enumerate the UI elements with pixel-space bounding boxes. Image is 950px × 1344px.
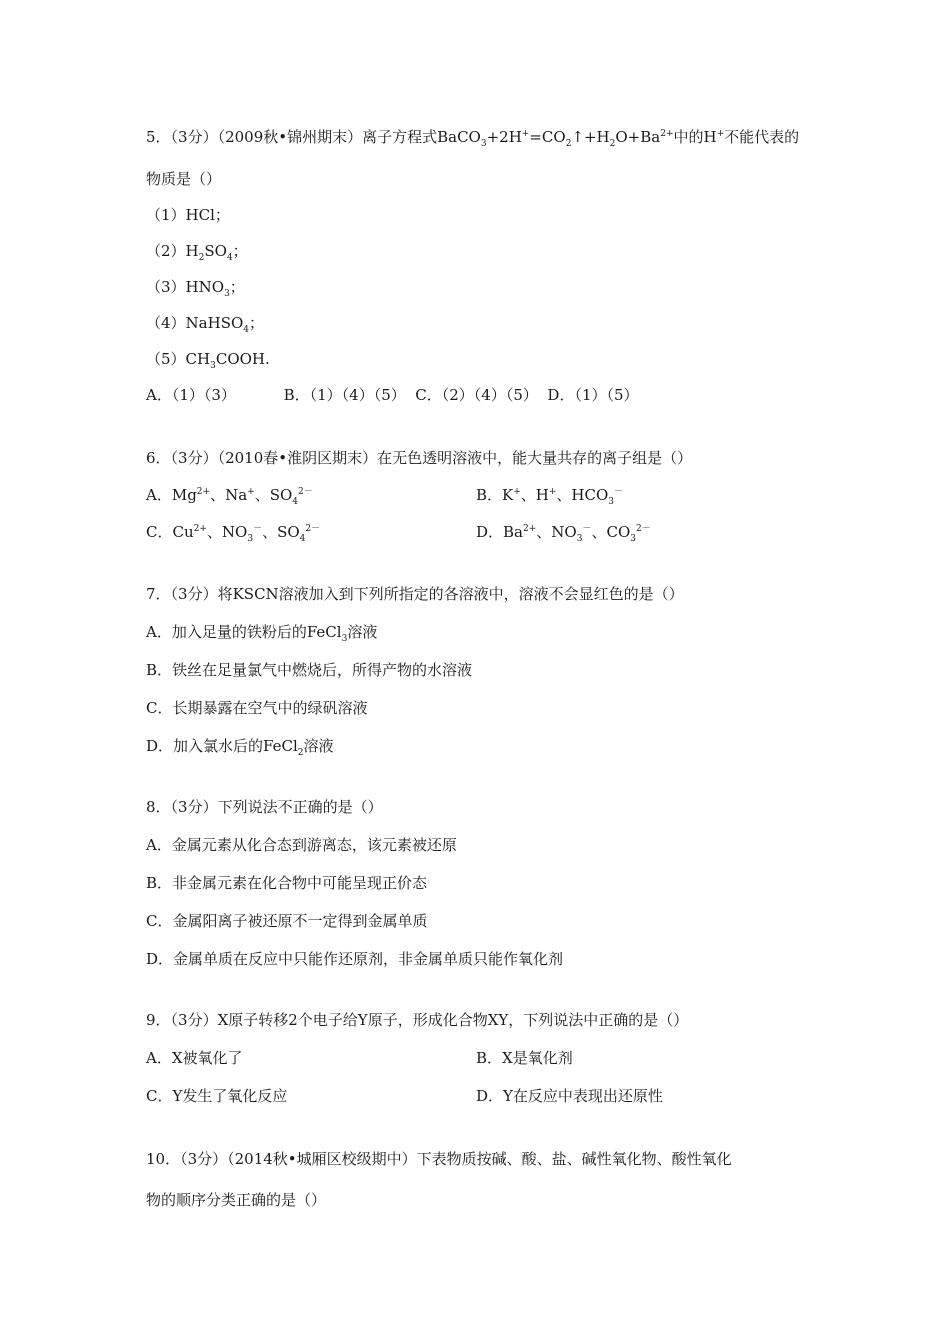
q5-item-4: （4）NaHSO$_4$； — [146, 314, 265, 335]
q10-stem-line2: 物的顺序分类正确的是（） — [146, 1191, 327, 1209]
q9-option-d: D．Y在反应中表现出还原性 — [476, 1087, 663, 1105]
q5-stem-line2: 物质是（） — [146, 170, 222, 188]
q7-option-d: D．加入氯水后的FeCl$_2$溶液 — [146, 737, 334, 758]
q9-option-a: A．X被氧化了 — [146, 1049, 243, 1067]
q6-stem: 6．（3分）（2010春•淮阴区期末）在无色透明溶液中，能大量共存的离子组是（） — [146, 449, 693, 467]
q5-item-2: $(2)H_2SO_4$； — [146, 242, 248, 263]
q6-option-b: B．K+、H+、$HCO_3^-$ — [476, 486, 624, 507]
q6-option-a: A．$Mg^{2+}$、Na+、$SO_4^{2-}$ — [146, 486, 313, 507]
q8-stem: 8．（3分）下列说法不正确的是（） — [146, 798, 383, 816]
q7-stem: 7．（3分）将KSCN溶液加入到下列所指定的各溶液中，溶液不会显红色的是（） — [146, 585, 684, 603]
q8-option-c: C．金属阳离子被还原不一定得到金属单质 — [146, 912, 428, 930]
q5-item-1: （1）HCl； — [146, 206, 230, 224]
q5-stem-line1: 5．（3分）（2009秋•锦州期末）离子方程式$BaCO_3+2H^+=CO_2↑+H_2O+Ba^{2+}$中的H+不能代表的 — [146, 128, 800, 149]
q5-options: A．（1）（3） B．（1）（4）（5） C．（2）（4）（5） D．（1）（5） — [146, 386, 639, 404]
q7-option-c: C．长期暴露在空气中的绿矾溶液 — [146, 699, 368, 717]
q7-option-b: B．铁丝在足量氯气中燃烧后，所得产物的水溶液 — [146, 661, 473, 679]
q5-item-3: $(3)HNO_3$； — [146, 278, 245, 299]
q5-item-5: $(5)CH_3COOH$. — [146, 350, 270, 371]
q8-option-a: A．金属元素从化合态到游离态，该元素被还原 — [146, 836, 457, 854]
q10-stem-line1: 10．（3分）（2014秋•城厢区校级期中）下表物质按碱、酸、盐、碱性氧化物、酸性氧化 — [146, 1150, 732, 1168]
q8-option-d: D．金属单质在反应中只能作还原剂，非金属单质只能作氧化剂 — [146, 950, 564, 968]
q6-option-c: C．$Cu^{2+}$、$NO_3^-$、$SO_4^{2-}$ — [146, 523, 321, 544]
q9-stem: 9．（3分）X原子转移2个电子给Y原子，形成化合物XY，下列说法中正确的是（） — [146, 1011, 689, 1029]
q7-option-a: A．加入足量的铁粉后的FeCl$_3$溶液 — [146, 623, 378, 644]
q8-option-b: B．非金属元素在化合物中可能呈现正价态 — [146, 874, 428, 892]
q9-option-c: C．Y发生了氧化反应 — [146, 1087, 288, 1105]
q9-option-b: B．X是氧化剂 — [476, 1049, 573, 1067]
q6-option-d: D．$Ba^{2+}$、$NO_3^-$、$CO_3^{2-}$ — [476, 523, 651, 544]
